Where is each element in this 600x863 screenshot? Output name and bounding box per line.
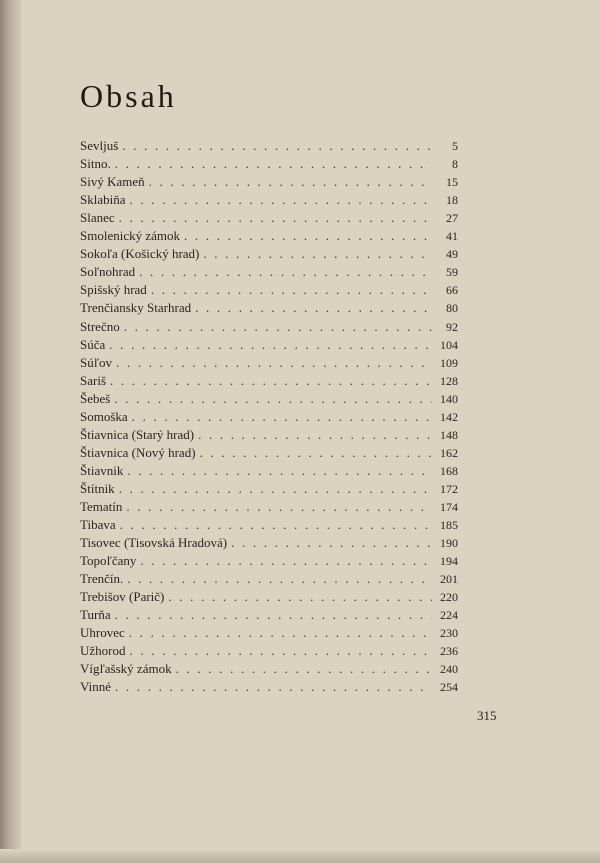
entry-page-number: 49 [446,247,458,262]
entry-page-number: 172 [440,481,458,496]
toc-entry [80,172,458,190]
dot-leader [195,300,432,316]
entry-name: Vígľašský zámok [80,661,172,677]
toc-entry [80,677,458,695]
entry-page-number: 224 [440,608,458,623]
entry-name: Súča [80,336,106,352]
entry-name: Spišský hrad [80,282,147,298]
entry-name: Sevljuš [80,138,119,154]
entry-page-number: 27 [446,211,458,226]
toc-entry [80,461,458,479]
toc-entry [80,533,458,551]
toc-entry [80,208,458,226]
entry-name: Štiavnik [80,462,124,478]
toc-entry [80,154,458,172]
entry-page-number: 254 [440,680,458,695]
entry-page-number: 59 [446,265,458,280]
dot-leader [151,282,432,298]
dot-leader [115,156,432,172]
dot-leader [126,499,432,515]
entry-name: Tibava [80,517,116,533]
entry-name: Strečno [80,318,120,334]
toc-entry [80,515,458,533]
dot-leader [122,138,432,154]
entry-page-number: 128 [440,373,458,388]
entry-page-number: 190 [440,536,458,551]
entry-page-number: 92 [446,319,458,334]
dot-leader [119,481,432,497]
page-bottom-edge [0,849,600,863]
dot-leader [130,643,433,659]
dot-leader [132,409,432,425]
entry-name: Tisovec (Tisovská Hradová) [80,535,228,551]
toc-entry [80,371,458,389]
toc-entry [80,389,458,407]
toc-entry [80,587,458,605]
toc-entry [80,136,458,154]
dot-leader [200,445,432,461]
dot-leader [124,319,432,335]
entry-name: Trebišov (Parič) [80,589,165,605]
entry-page-number: 168 [440,463,458,478]
entry-name: Sivý Kameň [80,174,145,190]
entry-page-number: 236 [440,644,458,659]
folio-page-number: 315 [477,708,497,723]
toc-entry [80,659,458,677]
toc-entry [80,569,458,587]
dot-leader [109,337,432,353]
dot-leader [139,264,432,280]
entry-name: Uhrovec [80,625,125,641]
dot-leader [231,535,432,551]
entry-page-number: 80 [446,301,458,316]
page-title: Obsah [80,78,177,114]
entry-name: Tematín [80,498,123,514]
entry-name: Vinné [80,679,111,695]
entry-page-number: 240 [440,662,458,677]
entry-page-number: 140 [440,391,458,406]
dot-leader [119,210,432,226]
dot-leader [149,174,432,190]
dot-leader [115,679,432,695]
toc-entry [80,425,458,443]
dot-leader [110,373,432,389]
entry-page-number: 5 [452,139,458,154]
toc-entry [80,226,458,244]
entry-name: Soľnohrad [80,264,136,280]
toc-entry [80,623,458,641]
dot-leader [168,589,432,605]
toc-entry [80,244,458,262]
dot-leader [140,553,432,569]
entry-name: Turňa [80,607,111,623]
dot-leader [120,517,432,533]
toc-entry [80,641,458,659]
entry-name: Súľov [80,354,113,370]
dot-leader [115,607,432,623]
toc-entry [80,190,458,208]
entry-name: Štítnik [80,480,115,496]
entry-name: Sitno. [80,156,111,172]
entry-name: Sklabiňa [80,192,126,208]
table-of-contents [80,136,458,695]
dot-leader [203,246,432,262]
entry-page-number: 185 [440,518,458,533]
entry-page-number: 148 [440,427,458,442]
entry-page-number: 220 [440,590,458,605]
entry-page-number: 104 [440,337,458,352]
entry-page-number: 194 [440,554,458,569]
toc-entry [80,497,458,515]
entry-name: Štiavnica (Nový hrad) [80,444,196,460]
toc-entry [80,335,458,353]
entry-name: Somoška [80,408,128,424]
dot-leader [127,571,432,587]
toc-entry [80,280,458,298]
entry-name: Šebeš [80,390,111,406]
dot-leader [116,355,432,371]
dot-leader [130,192,433,208]
toc-entry [80,298,458,316]
toc-entry [80,316,458,334]
toc-entry [80,443,458,461]
entry-name: Sariš [80,372,106,388]
toc-entry [80,353,458,371]
toc-entry [80,479,458,497]
dot-leader [127,463,432,479]
dot-leader [176,661,432,677]
entry-page-number: 18 [446,193,458,208]
entry-page-number: 66 [446,283,458,298]
entry-page-number: 15 [446,175,458,190]
toc-entry [80,407,458,425]
entry-page-number: 230 [440,626,458,641]
dot-leader [129,625,432,641]
dot-leader [114,391,432,407]
toc-entry [80,605,458,623]
entry-page-number: 201 [440,572,458,587]
entry-name: Slanec [80,210,115,226]
entry-page-number: 174 [440,499,458,514]
entry-page-number: 41 [446,229,458,244]
entry-name: Topoľčany [80,553,137,569]
dot-leader [198,427,432,443]
entry-name: Trenčiansky Starhrad [80,300,192,316]
entry-page-number: 162 [440,445,458,460]
entry-name: Sokoľa (Košický hrad) [80,246,200,262]
toc-entry [80,262,458,280]
entry-page-number: 109 [440,355,458,370]
entry-page-number: 142 [440,409,458,424]
entry-name: Užhorod [80,643,126,659]
book-spine-shadow [0,0,22,863]
entry-page-number: 8 [452,157,458,172]
entry-name: Štiavnica (Starý hrad) [80,426,195,442]
entry-name: Smolenický zámok [80,228,181,244]
dot-leader [184,228,432,244]
toc-entry [80,551,458,569]
entry-name: Trenčín. [80,571,124,587]
